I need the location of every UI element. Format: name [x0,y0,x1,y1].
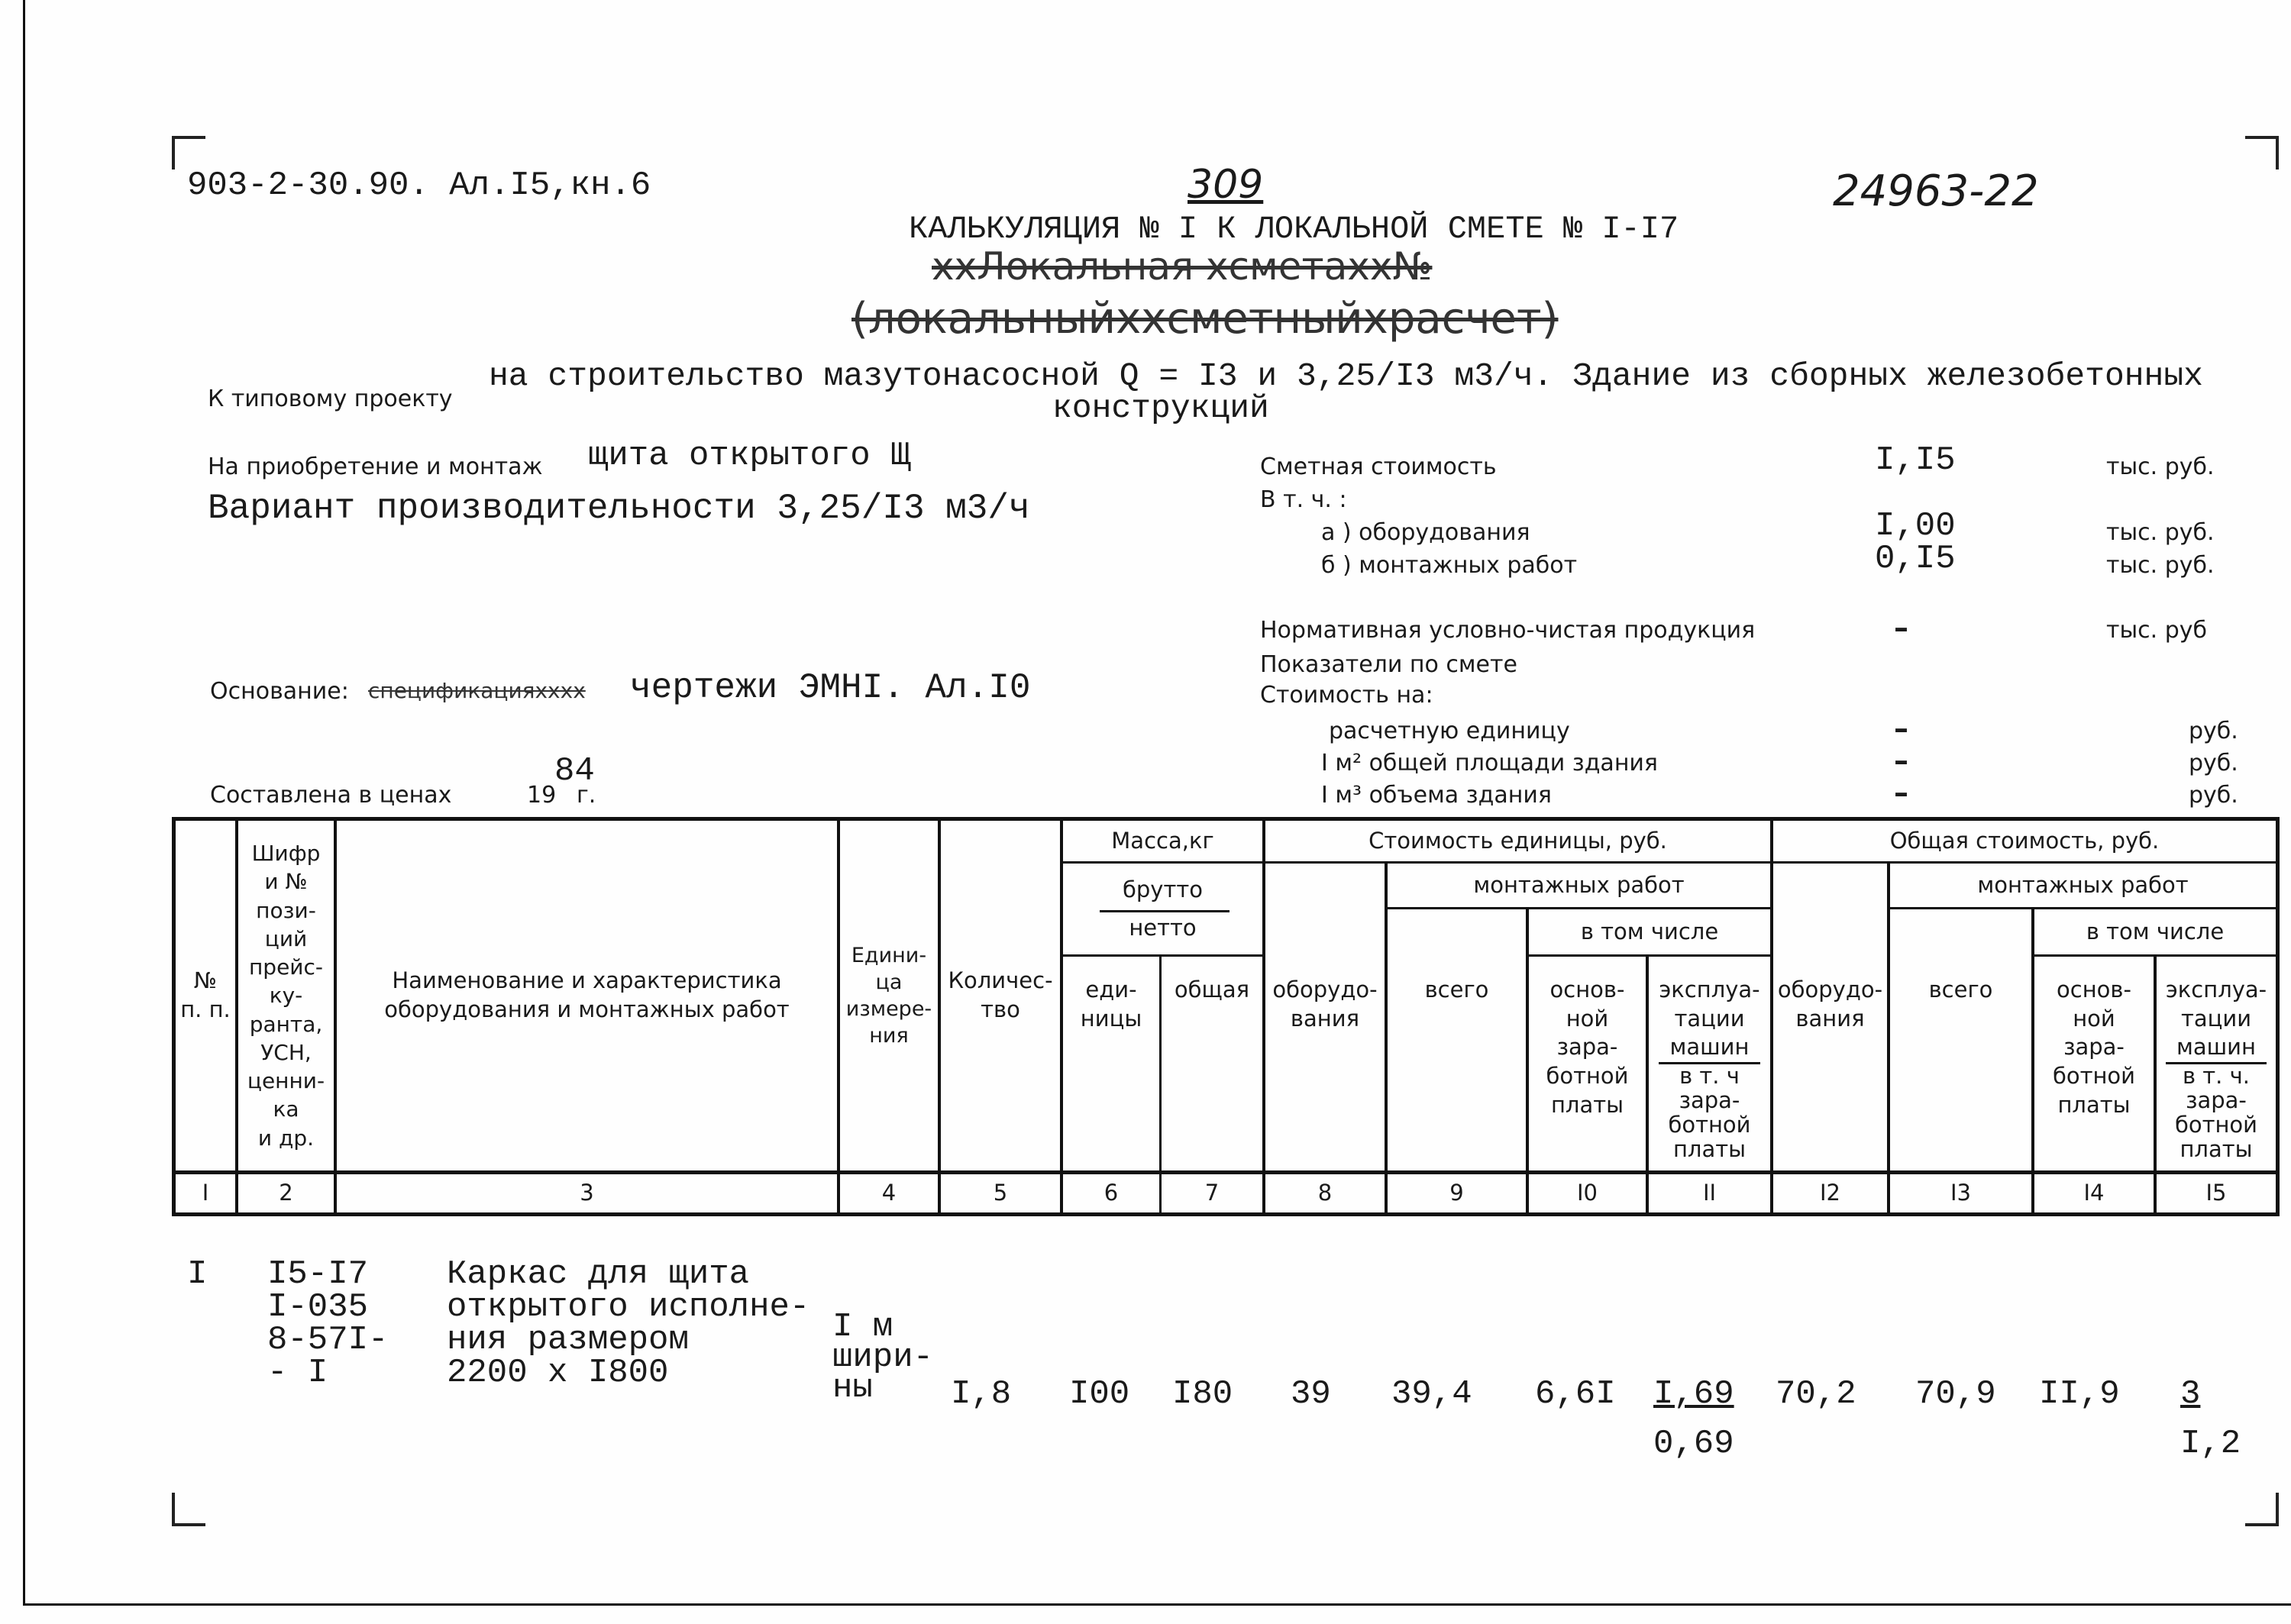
header-all2: всего [1928,977,1993,1002]
col-number-3: 3 [580,1180,594,1206]
corner-mark-top-left [172,136,205,170]
header-incl: в том числе [1580,918,1719,944]
compiled-year-suffix-label: г. [577,782,596,809]
smeta-cost-label: Сметная стоимость [1260,454,1497,480]
header-expl2 [2157,957,2276,1170]
vline-12 [1887,861,1890,1216]
col-number-5: 5 [993,1180,1008,1206]
project-label: К типовому проекту [208,386,453,412]
project-text-line1: на строительство мазутонасосной Q = I3 и 3,25/I3 м3/ч. Здание из сборных железобетонных [489,357,2203,395]
header-total-cost: Общая стоимость, руб. [1889,827,2160,854]
area-cost-value: – [1894,744,1908,777]
col-number-9: 9 [1449,1180,1464,1206]
normative-unit: тыс. руб [2106,617,2208,644]
col-number-14: I4 [2083,1180,2105,1206]
compiled-year-suffix: 84 [554,752,595,790]
stamp-number: 24963-22 [1833,166,2039,216]
header-unit: Едини- ца измере- ния [845,943,932,1048]
header-expl [1649,957,1770,1170]
row-unit: I м шири- ны [832,1308,934,1407]
table-bottom-border [172,1212,2280,1216]
header-equip: оборудо- вания [1272,977,1378,1032]
row-mass-unit: I00 [1069,1375,1130,1413]
indicators-label: Показатели по смете [1260,651,1517,678]
header-expl2-sub: в т. ч. зара- ботной платы [2174,1063,2258,1162]
cost-on-label: Стоимость на: [1260,682,1433,709]
including-label: В т. ч. : [1260,486,1347,513]
row-qty: I,8 [951,1375,1012,1413]
area-cost-label: I м² общей площади здания [1321,750,1658,776]
header-all: всего [1424,977,1489,1002]
basis-struck: спецификацияхххх [368,678,586,703]
row-all-total: 70,9 [1915,1375,1996,1413]
struck-subtitle-line: (локальныйххсметныйхрасчет) [851,294,1559,344]
row-salary: 6,6I [1535,1375,1616,1413]
row-salary-total: II,9 [2039,1375,2120,1413]
header-netto: нетто [1129,915,1197,941]
corner-mark-bottom-left [172,1493,205,1526]
header-mass-total: общая [1174,977,1250,1002]
vline-15 [2276,817,2280,1216]
col-number-7: 7 [1204,1180,1220,1206]
corner-mark-bottom-right [2245,1493,2279,1526]
page-edge-left [23,0,25,1606]
volume-cost-value: – [1894,776,1908,809]
header-salary2: основ- ной зара- ботной платы [2052,977,2136,1118]
row-mass-total: I80 [1172,1375,1233,1413]
header-mount: монтажных работ [1473,871,1685,898]
header-mass: Масса,кг [1111,827,1214,854]
header-mass-unit: еди- ницы [1080,977,1142,1032]
equipment-cost-label: а ) оборудования [1321,519,1530,546]
project-text-line2: конструкций [1052,389,1269,427]
header-brutto: брутто [1123,877,1203,903]
unit-cost-value: – [1894,712,1908,745]
line-brutto [1100,910,1230,912]
corner-mark-top-right [2245,136,2279,170]
col-number-10: I0 [1576,1180,1598,1206]
unit-cost-label: расчетную единицу [1329,718,1570,744]
smeta-cost-value: I,I5 [1875,441,1956,479]
struck-title-line: ххЛокальная хсметахх№ [932,244,1433,289]
row-code: I5-I7 I-035 8-57I- - I [267,1255,389,1392]
area-cost-unit: руб. [2189,750,2238,776]
normative-label: Нормативная условно-чистая продукция [1260,617,1756,644]
header-expl2-top: эксплуа- тации машин [2166,976,2267,1064]
header-equip2: оборудо- вания [1777,977,1883,1032]
basis-label: Основание: [210,678,349,705]
row-expl-total: 3 [2180,1375,2201,1413]
col-number-15: I5 [2205,1180,2227,1206]
equipment-cost-value: I,00 [1875,507,1956,545]
col-number-8: 8 [1317,1180,1333,1206]
row-expl-total-sub: I,2 [2180,1425,2241,1463]
header-salary: основ- ной зара- ботной платы [1546,977,1629,1118]
variant-text: Вариант производительности 3,25/I3 м3/ч [208,489,1030,528]
col-number-4: 4 [881,1180,897,1206]
col-number-12: I2 [1819,1180,1840,1206]
document-title: КАЛЬКУЛЯЦИЯ № I К ЛОКАЛЬНОЙ СМЕТЕ № I-I7 [909,211,1679,247]
header-name: Наименование и характеристика оборудования и монтажных работ [384,967,790,1022]
row-num: I [187,1255,208,1293]
volume-cost-unit: руб. [2189,782,2238,809]
page-edge-bottom [23,1603,2291,1606]
row-all: 39,4 [1391,1375,1472,1413]
normative-value: – [1894,611,1908,644]
header-qty: Количес- тво [948,967,1053,1022]
mounting-cost-label: б ) монтажных работ [1321,552,1578,579]
smeta-cost-unit: тыс. руб. [2106,454,2215,480]
row-expl: I,69 [1653,1375,1734,1413]
col-number-2: 2 [279,1180,293,1206]
col-number-6: 6 [1103,1180,1119,1206]
page-number: 309 [1188,162,1264,208]
purchase-value: щита открытого Щ [588,437,911,475]
row-name: Каркас для щита открытого исполне- ния размером 2200 х I800 [447,1255,810,1392]
mounting-cost-value: 0,I5 [1875,540,1956,578]
header-expl-sub: в т. ч зара- ботной платы [1668,1063,1751,1162]
unit-cost-unit: руб. [2189,718,2238,744]
equipment-cost-unit: тыс. руб. [2106,519,2215,546]
document-code: 903-2-30.90. Ал.I5,кн.6 [187,166,651,205]
row-equip: 39 [1291,1375,1331,1413]
row-expl-sub: 0,69 [1653,1425,1734,1463]
col-number-1: I [202,1180,209,1206]
volume-cost-label: I м³ объема здания [1321,782,1552,809]
header-num: № п. п. [180,967,231,1022]
header-incl2: в том числе [2086,918,2225,944]
header-unit-cost: Стоимость единицы, руб. [1368,827,1667,854]
header-mount2: монтажных работ [1977,871,2189,898]
row-equip-total: 70,2 [1776,1375,1856,1413]
vline-8 [1385,861,1388,1216]
compiled-label: Составлена в ценах [210,782,452,809]
col-number-13: I3 [1950,1180,1971,1206]
col-number-11: II [1702,1180,1717,1206]
mounting-cost-unit: тыс. руб. [2106,552,2215,579]
compiled-year-prefix: 19 [527,782,557,809]
header-code: Шифр и № пози- ций прейс- ку- ранта, УСН, ценни- ка и др. [247,841,325,1151]
basis-value: чертежи ЭМНI. Ал.I0 [630,668,1031,708]
purchase-label: На приобретение и монтаж [208,454,543,480]
header-expl-top: эксплуа- тации машин [1659,976,1759,1064]
